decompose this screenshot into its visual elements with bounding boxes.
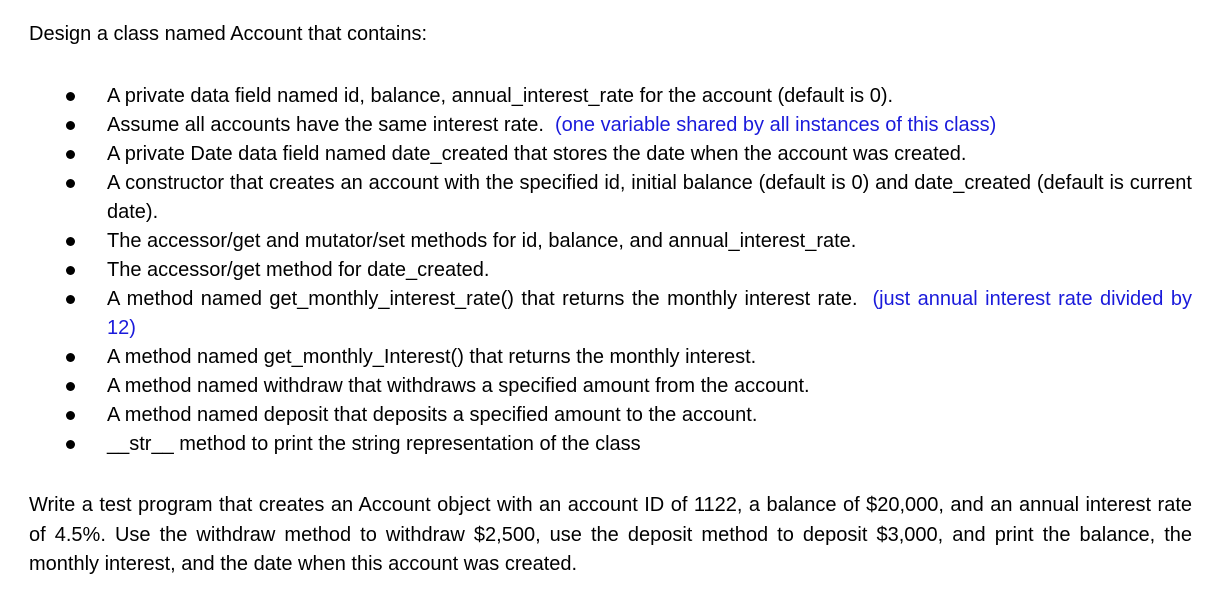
list-item-text: A private data field named id, balance, annual_interest_rate for the account (default is 0). [107, 85, 894, 107]
list-item [29, 285, 1192, 343]
list-item-text: A private Date data field named date_created that stores the date when the account was created. [107, 143, 967, 165]
list-item [29, 111, 1192, 140]
list-item-text: __str__ method to print the string representation of the class [107, 433, 641, 455]
bullet-icon [66, 411, 75, 420]
list-item [29, 430, 1192, 459]
list-item-text: A method named withdraw that withdraws a specified amount from the account. [107, 375, 810, 397]
list-item [29, 227, 1192, 256]
intro-heading: Design a class named Account that contains: [29, 23, 428, 45]
list-item [29, 82, 1192, 111]
list-item-text: The accessor/get method for date_created. [107, 259, 490, 281]
list-item [29, 401, 1192, 430]
list-item-text: A method named get_monthly_Interest() that returns the monthly interest. [107, 346, 757, 368]
bullet-icon [66, 295, 75, 304]
list-item-text: A method named deposit that deposits a specified amount to the account. [107, 404, 758, 426]
bullet-icon [66, 353, 75, 362]
list-item-text: The accessor/get and mutator/set methods for id, balance, and annual_interest_rate. [107, 230, 857, 252]
list-item-text: A method named get_monthly_interest_rate() that returns the monthly interest rate. (just annual interest rate divided by 12) [107, 288, 1192, 339]
list-item-note: (just annual interest rate divided by 12) [107, 288, 1192, 339]
requirements-list [29, 82, 1192, 459]
bullet-icon [66, 266, 75, 275]
bullet-icon [66, 92, 75, 101]
test-program-paragraph: Write a test program that creates an Account object with an account ID of 1122, a balance of $20,000, and an annual interest rate of 4.5%. Use the withdraw method to withdraw $2,500, use the deposit method to deposit $3,000, and print the balance, the monthly interest, and the date when this account was created. [29, 494, 1192, 575]
list-item [29, 372, 1192, 401]
list-item-text: Assume all accounts have the same interest rate. (one variable shared by all instances of this class) [107, 114, 997, 136]
bullet-icon [66, 382, 75, 391]
list-item [29, 256, 1192, 285]
bullet-icon [66, 150, 75, 159]
list-item [29, 169, 1192, 227]
list-item-text: A constructor that creates an account with the specified id, initial balance (default is 0) and date_created (default is current date). [107, 172, 1192, 223]
bullet-icon [66, 179, 75, 188]
list-item-note: (one variable shared by all instances of this class) [555, 114, 997, 136]
bullet-icon [66, 440, 75, 449]
bullet-icon [66, 237, 75, 246]
list-item [29, 343, 1192, 372]
list-item [29, 140, 1192, 169]
bullet-icon [66, 121, 75, 130]
